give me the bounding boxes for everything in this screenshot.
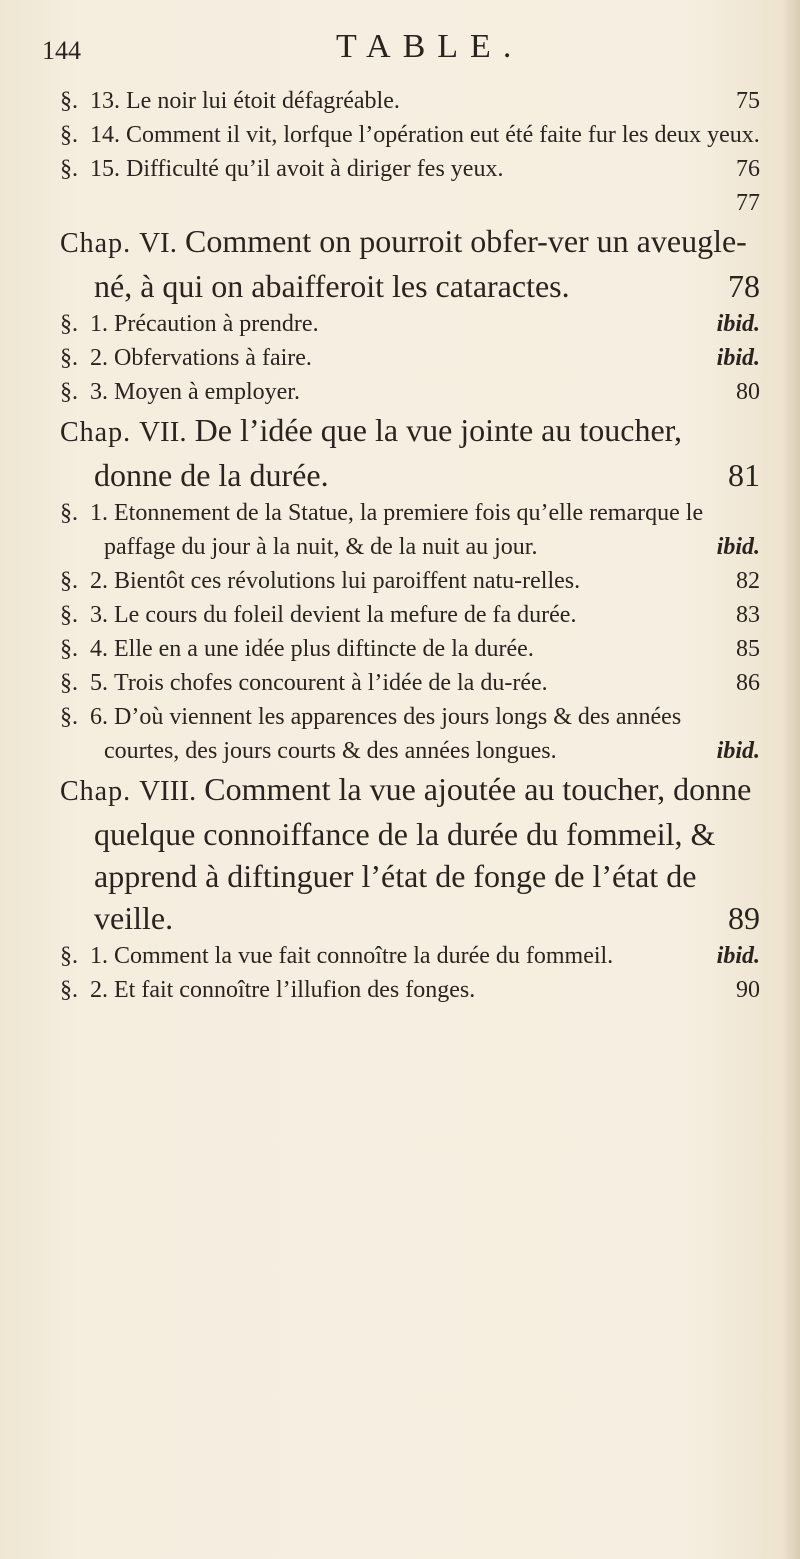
section-mark: §.: [60, 500, 78, 526]
running-title: TABLE.: [336, 28, 524, 65]
chapter-title: Comment la vue ajoutée au toucher, donne quelque connoiffance de la durée du fommeil, & apprend à diftinguer l’état de fonge de l’état de veille.: [94, 771, 752, 936]
toc-entry: [60, 598, 760, 632]
chapter-title: Comment on pourroit obfer-ver un aveugle-né, à qui on abaifferoit les cataractes.: [94, 223, 747, 304]
entry-page: 75: [736, 88, 760, 114]
chapter-page: 81: [728, 457, 760, 493]
section-mark: §.: [60, 568, 78, 594]
entry-page: ibid.: [716, 311, 760, 337]
section-number: 5.: [90, 670, 108, 696]
section-number: 13.: [90, 88, 120, 114]
toc-entry: [60, 564, 760, 598]
entry-page: 76: [736, 156, 760, 182]
entry-page: 82: [736, 568, 760, 594]
chapter-page: 78: [728, 268, 760, 304]
chapter-page: 89: [728, 900, 760, 936]
toc-chapter: [60, 220, 760, 307]
entry-page: ibid.: [716, 738, 760, 764]
chapter-number: VIII.: [139, 775, 197, 807]
entry-text: Comment il vit, lorfque l’opération eut été faite fur les deux yeux.: [126, 122, 760, 148]
section-number: 1.: [90, 311, 108, 337]
entry-text: Obfervations à faire.: [114, 345, 312, 371]
section-mark: §.: [60, 670, 78, 696]
section-mark: §.: [60, 88, 78, 114]
toc-entry: [60, 307, 760, 341]
chapter-number: VI.: [139, 227, 177, 259]
section-mark: §.: [60, 636, 78, 662]
chapter-title: De l’idée que la vue jointe au toucher, donne de la durée.: [94, 412, 683, 493]
section-mark: §.: [60, 977, 78, 1003]
chapter-label: Chap.: [60, 417, 132, 448]
entry-text: Difficulté qu’il avoit à diriger fes yeux.: [126, 156, 504, 182]
section-mark: §.: [60, 943, 78, 969]
entry-page: 86: [736, 670, 760, 696]
table-of-contents: [60, 84, 760, 1007]
section-mark: §.: [60, 311, 78, 337]
chapter-label: Chap.: [60, 228, 132, 259]
entry-text: Précaution à prendre.: [114, 311, 319, 337]
toc-entry: [60, 700, 760, 768]
toc-chapter: [60, 768, 760, 939]
section-number: 2.: [90, 345, 108, 371]
entry-page: ibid.: [716, 534, 760, 560]
toc-entry: [60, 84, 760, 118]
entry-text: Moyen à employer.: [114, 379, 300, 405]
toc-entry: [60, 666, 760, 700]
section-number: 6.: [90, 704, 108, 730]
toc-entry: [60, 341, 760, 375]
entry-page: 85: [736, 636, 760, 662]
section-mark: §.: [60, 379, 78, 405]
section-mark: §.: [60, 345, 78, 371]
toc-entry: [60, 152, 760, 220]
page-number: 144: [42, 36, 81, 65]
entry-page: ibid.: [716, 943, 760, 969]
entry-page: 90: [736, 977, 760, 1003]
entry-page: 80: [736, 379, 760, 405]
chapter-label: Chap.: [60, 776, 132, 807]
section-mark: §.: [60, 602, 78, 628]
toc-entry: [60, 375, 760, 409]
section-mark: §.: [60, 122, 78, 148]
entry-text: Le cours du foleil devient la mefure de fa durée.: [114, 602, 577, 628]
page-edge-shadow: [782, 0, 800, 1559]
entry-text: Etonnement de la Statue, la premiere fois qu’elle remarque le paffage du jour à la nuit, & de la nuit au jour.: [104, 500, 704, 560]
section-number: 1.: [90, 943, 108, 969]
entry-text: Le noir lui étoit défagréable.: [126, 88, 400, 114]
toc-entry: [60, 632, 760, 666]
section-number: 4.: [90, 636, 108, 662]
section-number: 3.: [90, 379, 108, 405]
entry-text: Trois chofes concourent à l’idée de la du-rée.: [114, 670, 548, 696]
entry-text: Comment la vue fait connoître la durée du fommeil.: [114, 943, 614, 969]
section-number: 14.: [90, 122, 120, 148]
toc-chapter: [60, 409, 760, 496]
entry-text: Et fait connoître l’illufion des fonges.: [114, 977, 476, 1003]
entry-text: Elle en a une idée plus diftincte de la durée.: [114, 636, 534, 662]
section-number: 1.: [90, 500, 108, 526]
entry-page: 83: [736, 602, 760, 628]
toc-entry: [60, 496, 760, 564]
chapter-number: VII.: [139, 416, 187, 448]
entry-page: 77: [736, 190, 760, 216]
toc-entry: [60, 973, 760, 1007]
section-number: 2.: [90, 568, 108, 594]
entry-page: ibid.: [716, 345, 760, 371]
toc-entry: [60, 939, 760, 973]
section-mark: §.: [60, 704, 78, 730]
entry-text: Bientôt ces révolutions lui paroiffent natu-relles.: [114, 568, 581, 594]
section-number: 2.: [90, 977, 108, 1003]
section-number: 15.: [90, 156, 120, 182]
section-number: 3.: [90, 602, 108, 628]
section-mark: §.: [60, 156, 78, 182]
entry-text: D’où viennent les apparences des jours longs & des années courtes, des jours courts & des années longues.: [104, 704, 682, 764]
